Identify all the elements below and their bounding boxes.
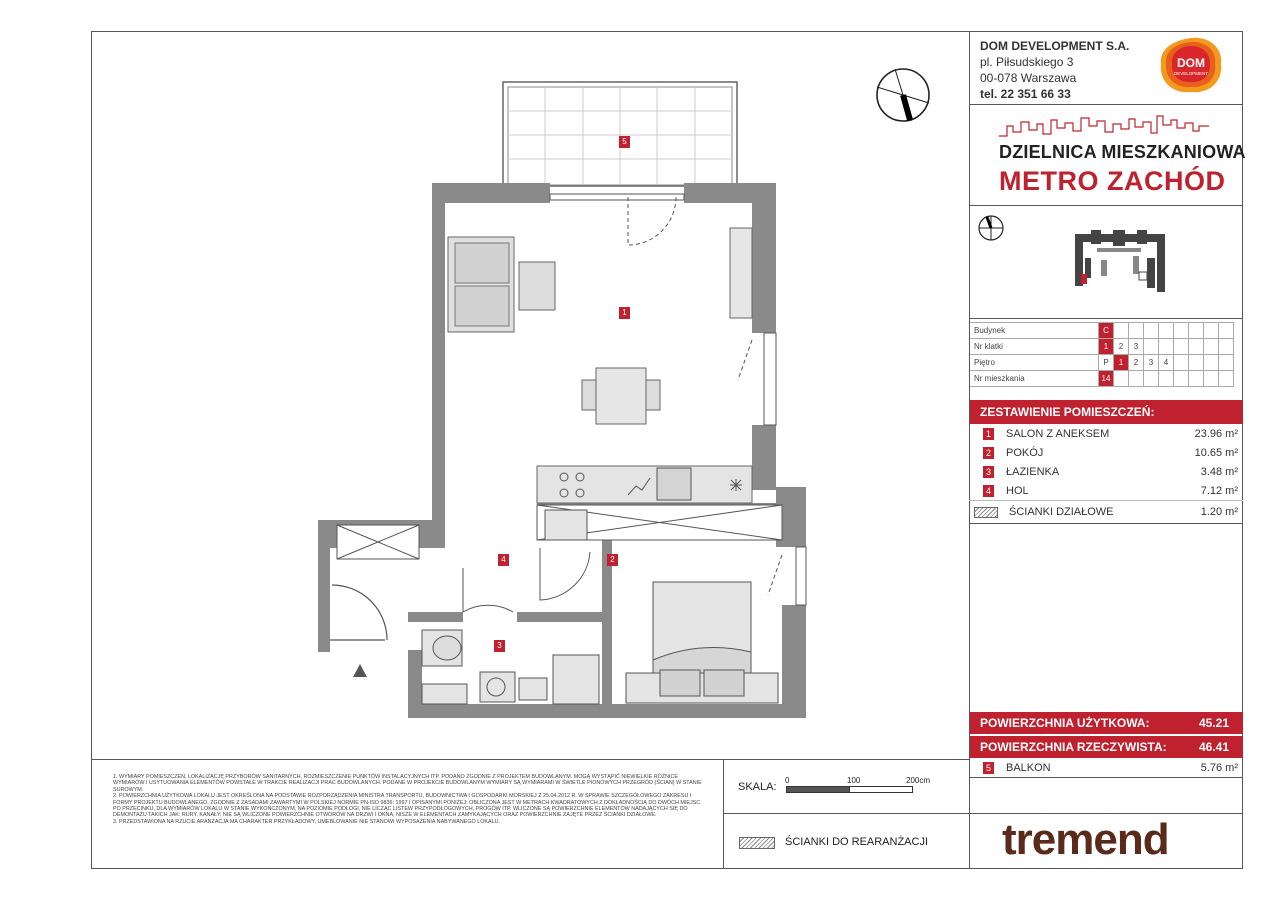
room-name: ŁAZIENKA <box>1006 466 1060 478</box>
budynek-value: C <box>1099 323 1114 339</box>
room-num: 1 <box>983 428 994 440</box>
room-tag: 4 <box>498 554 509 566</box>
divider <box>723 813 969 814</box>
divider <box>91 759 969 760</box>
room-area: 7.12 m² <box>1200 485 1238 497</box>
company-name: DOM DEVELOPMENT S.A. <box>980 39 1130 53</box>
room-area: 23.96 m² <box>1194 428 1238 440</box>
klatka-label: Nr klatki <box>970 339 1099 355</box>
divider <box>969 523 1243 524</box>
company-info <box>980 38 1129 102</box>
room-tag: 2 <box>607 554 618 566</box>
legend-hatch-swatch <box>739 837 775 849</box>
room-tag: 5 <box>619 136 630 148</box>
room-name: POKÓJ <box>1006 447 1044 459</box>
scale-tick: 0 <box>785 776 790 785</box>
room-row <box>983 426 1238 442</box>
pietro-cell: 3 <box>1144 355 1159 371</box>
real-value: 46.41 <box>1198 740 1229 754</box>
notes <box>113 774 703 825</box>
balcony-name: BALKON <box>1006 762 1051 774</box>
klatka-cell: 3 <box>1129 339 1144 355</box>
walls-area: 1.20 m² <box>1200 506 1238 518</box>
divider <box>969 777 1243 778</box>
usable-label: POWIERZCHNIA UŻYTKOWA: <box>980 716 1150 730</box>
divider <box>969 500 1243 501</box>
room-area: 10.65 m² <box>1194 447 1238 459</box>
real-area-bar <box>970 736 1243 758</box>
usable-area-bar <box>970 712 1243 734</box>
pietro-cell: P <box>1099 355 1114 371</box>
room-area: 3.48 m² <box>1200 466 1238 478</box>
divider <box>969 318 1243 319</box>
pietro-label: Piętro <box>970 355 1099 371</box>
klatka-cell: 1 <box>1099 339 1114 355</box>
skyline-graphic <box>999 112 1209 143</box>
klatka-cell: 2 <box>1114 339 1129 355</box>
note-item: 1. WYMIARY POMIESZCZEŃ, LOKALIZACJĘ PRZYBORÓW SANITARNYCH, ROZMIESZCZENIE PUNKTÓW INSTALACYJNYCH ITP. PODANO ZGODNIE Z PROJEKTEM BUDOWLANYM. MOGĄ WYSTĄPIĆ NIEWIELKIE RÓŻNICE WYMIARÓW I USYTUOWANIA ELEMENTÓW POWSTAŁE W TRAKCIE REALIZACJI PRAC BUDOWLANYCH. PODANE W PROJEKCIE BUDOWLANYM WYMIARY SĄ WYMIARAMI W ŚWIETLE PIONOWYCH PRZEGRÓD (ŚCIAN) W STANIE SUROWYM. <box>113 774 702 793</box>
room-row <box>983 445 1238 461</box>
company-street: pl. Piłsudskiego 3 <box>980 55 1074 69</box>
room-num: 2 <box>983 447 994 459</box>
room-row <box>983 483 1238 499</box>
project-title-line2: METRO ZACHÓD <box>999 166 1226 196</box>
company-phone: tel. 22 351 66 33 <box>980 87 1071 101</box>
scale-tick: 200cm <box>906 776 931 785</box>
room-row <box>983 464 1238 480</box>
room-name: SALON Z ANEKSEM <box>1006 428 1110 440</box>
scale-bar <box>786 786 850 793</box>
dom-logo <box>1157 36 1225 94</box>
usable-value: 45.21 <box>1198 716 1229 730</box>
floor-plan <box>300 78 820 733</box>
compass-icon <box>873 64 933 131</box>
scale-label: SKALA: <box>738 781 777 793</box>
logo-subtext: DEVELOPMENT <box>1173 71 1209 76</box>
budynek-label: Budynek <box>970 323 1099 339</box>
divider <box>969 205 1243 206</box>
mieszkanie-label: Nr mieszkania <box>970 371 1099 387</box>
project-title-line1: DZIELNICA MIESZKANIOWA <box>999 142 1246 162</box>
note-item: 2. POWIERZCHNIA UŻYTKOWA LOKALU JEST OKREŚLONA NA PODSTAWIE ROZPORZĄDZENIA MINISTRA TRANSPORTU, BUDOWNICTWA I GOSPODARKI MORSKIEJ Z 25.04.2012 R. W SPRAWIE SZCZEGÓŁOWEGO ZAKRESU I FORMY PROJEKTU BUDOWLANEGO, ZGODNIE Z ZASADAMI ZAWARTYMI W POLSKIEJ NORMIE PN-ISO 9836: 1997 I OPISANYMI PONIŻEJ: OBLICZONA JEST W METRACH KWADRATOWYCH Z DOKŁADNOŚCIĄ DO DWÓCH MIEJSC PO PRZECINKU, DLA WYMIARÓW LOKALU W STANIE WYKOŃCZONYM, NA POZIOMIE PODŁOGI, NIE LICZĄC LISTEW PRZYPODŁOGOWYCH, PROGÓW ITP. WLICZONE SĄ POWIERZCHNIE ELEMENTÓW NADAJĄCYCH SIĘ DO DEMONTAŻU TAKICH JAK: RURY, KANAŁY. NIE SĄ WLICZONE POWIERZCHNIE OTWORÓW NA DRZWI I OKNA, NISZE W ELEMENTACH ZAMYKAJĄCYCH ORAZ POWIERZCHNIE ZAJĘTE PRZEZ ŚCIANKI DZIAŁOWE. <box>113 793 701 819</box>
brand-logo: tremend <box>1002 815 1169 864</box>
divider <box>723 759 724 869</box>
compass-small-icon <box>976 213 1006 248</box>
room-num: 4 <box>983 485 994 497</box>
real-label: POWIERZCHNIA RZECZYWISTA: <box>980 740 1167 754</box>
pietro-cell: 2 <box>1129 355 1144 371</box>
room-num: 3 <box>983 466 994 478</box>
hatch-swatch <box>974 507 998 518</box>
note-item: 3. PRZEDSTAWIONA NA RZUCIE ARANŻACJA MA CHARAKTER PRZYKŁADOWY, UMEBLOWANIE NIE STANOWI WYPOSAŻENIA NABYWANEGO LOKALU. <box>113 818 500 825</box>
scale-tick: 100 <box>847 776 861 785</box>
room-name: HOL <box>1006 485 1029 497</box>
scale-bar <box>849 786 913 793</box>
room-num: 5 <box>983 762 994 774</box>
legend-label: ŚCIANKI DO REARANŻACJI <box>785 836 929 848</box>
balcony-area: 5.76 m² <box>1200 762 1238 774</box>
company-city: 00-078 Warszawa <box>980 71 1077 85</box>
key-plan <box>1073 228 1168 298</box>
room-tag: 1 <box>619 307 630 319</box>
info-table <box>970 322 1234 387</box>
pietro-cell: 4 <box>1159 355 1174 371</box>
logo-text: DOM <box>1177 56 1205 70</box>
room-tag: 3 <box>494 640 505 652</box>
pietro-cell: 1 <box>1114 355 1129 371</box>
walls-row <box>974 504 1238 520</box>
balcony-row <box>983 760 1238 776</box>
rooms-header: ZESTAWIENIE POMIESZCZEŃ: <box>970 400 1243 424</box>
divider <box>969 104 1243 105</box>
mieszkanie-value: 14 <box>1099 371 1114 387</box>
walls-label: ŚCIANKI DZIAŁOWE <box>1009 506 1114 518</box>
